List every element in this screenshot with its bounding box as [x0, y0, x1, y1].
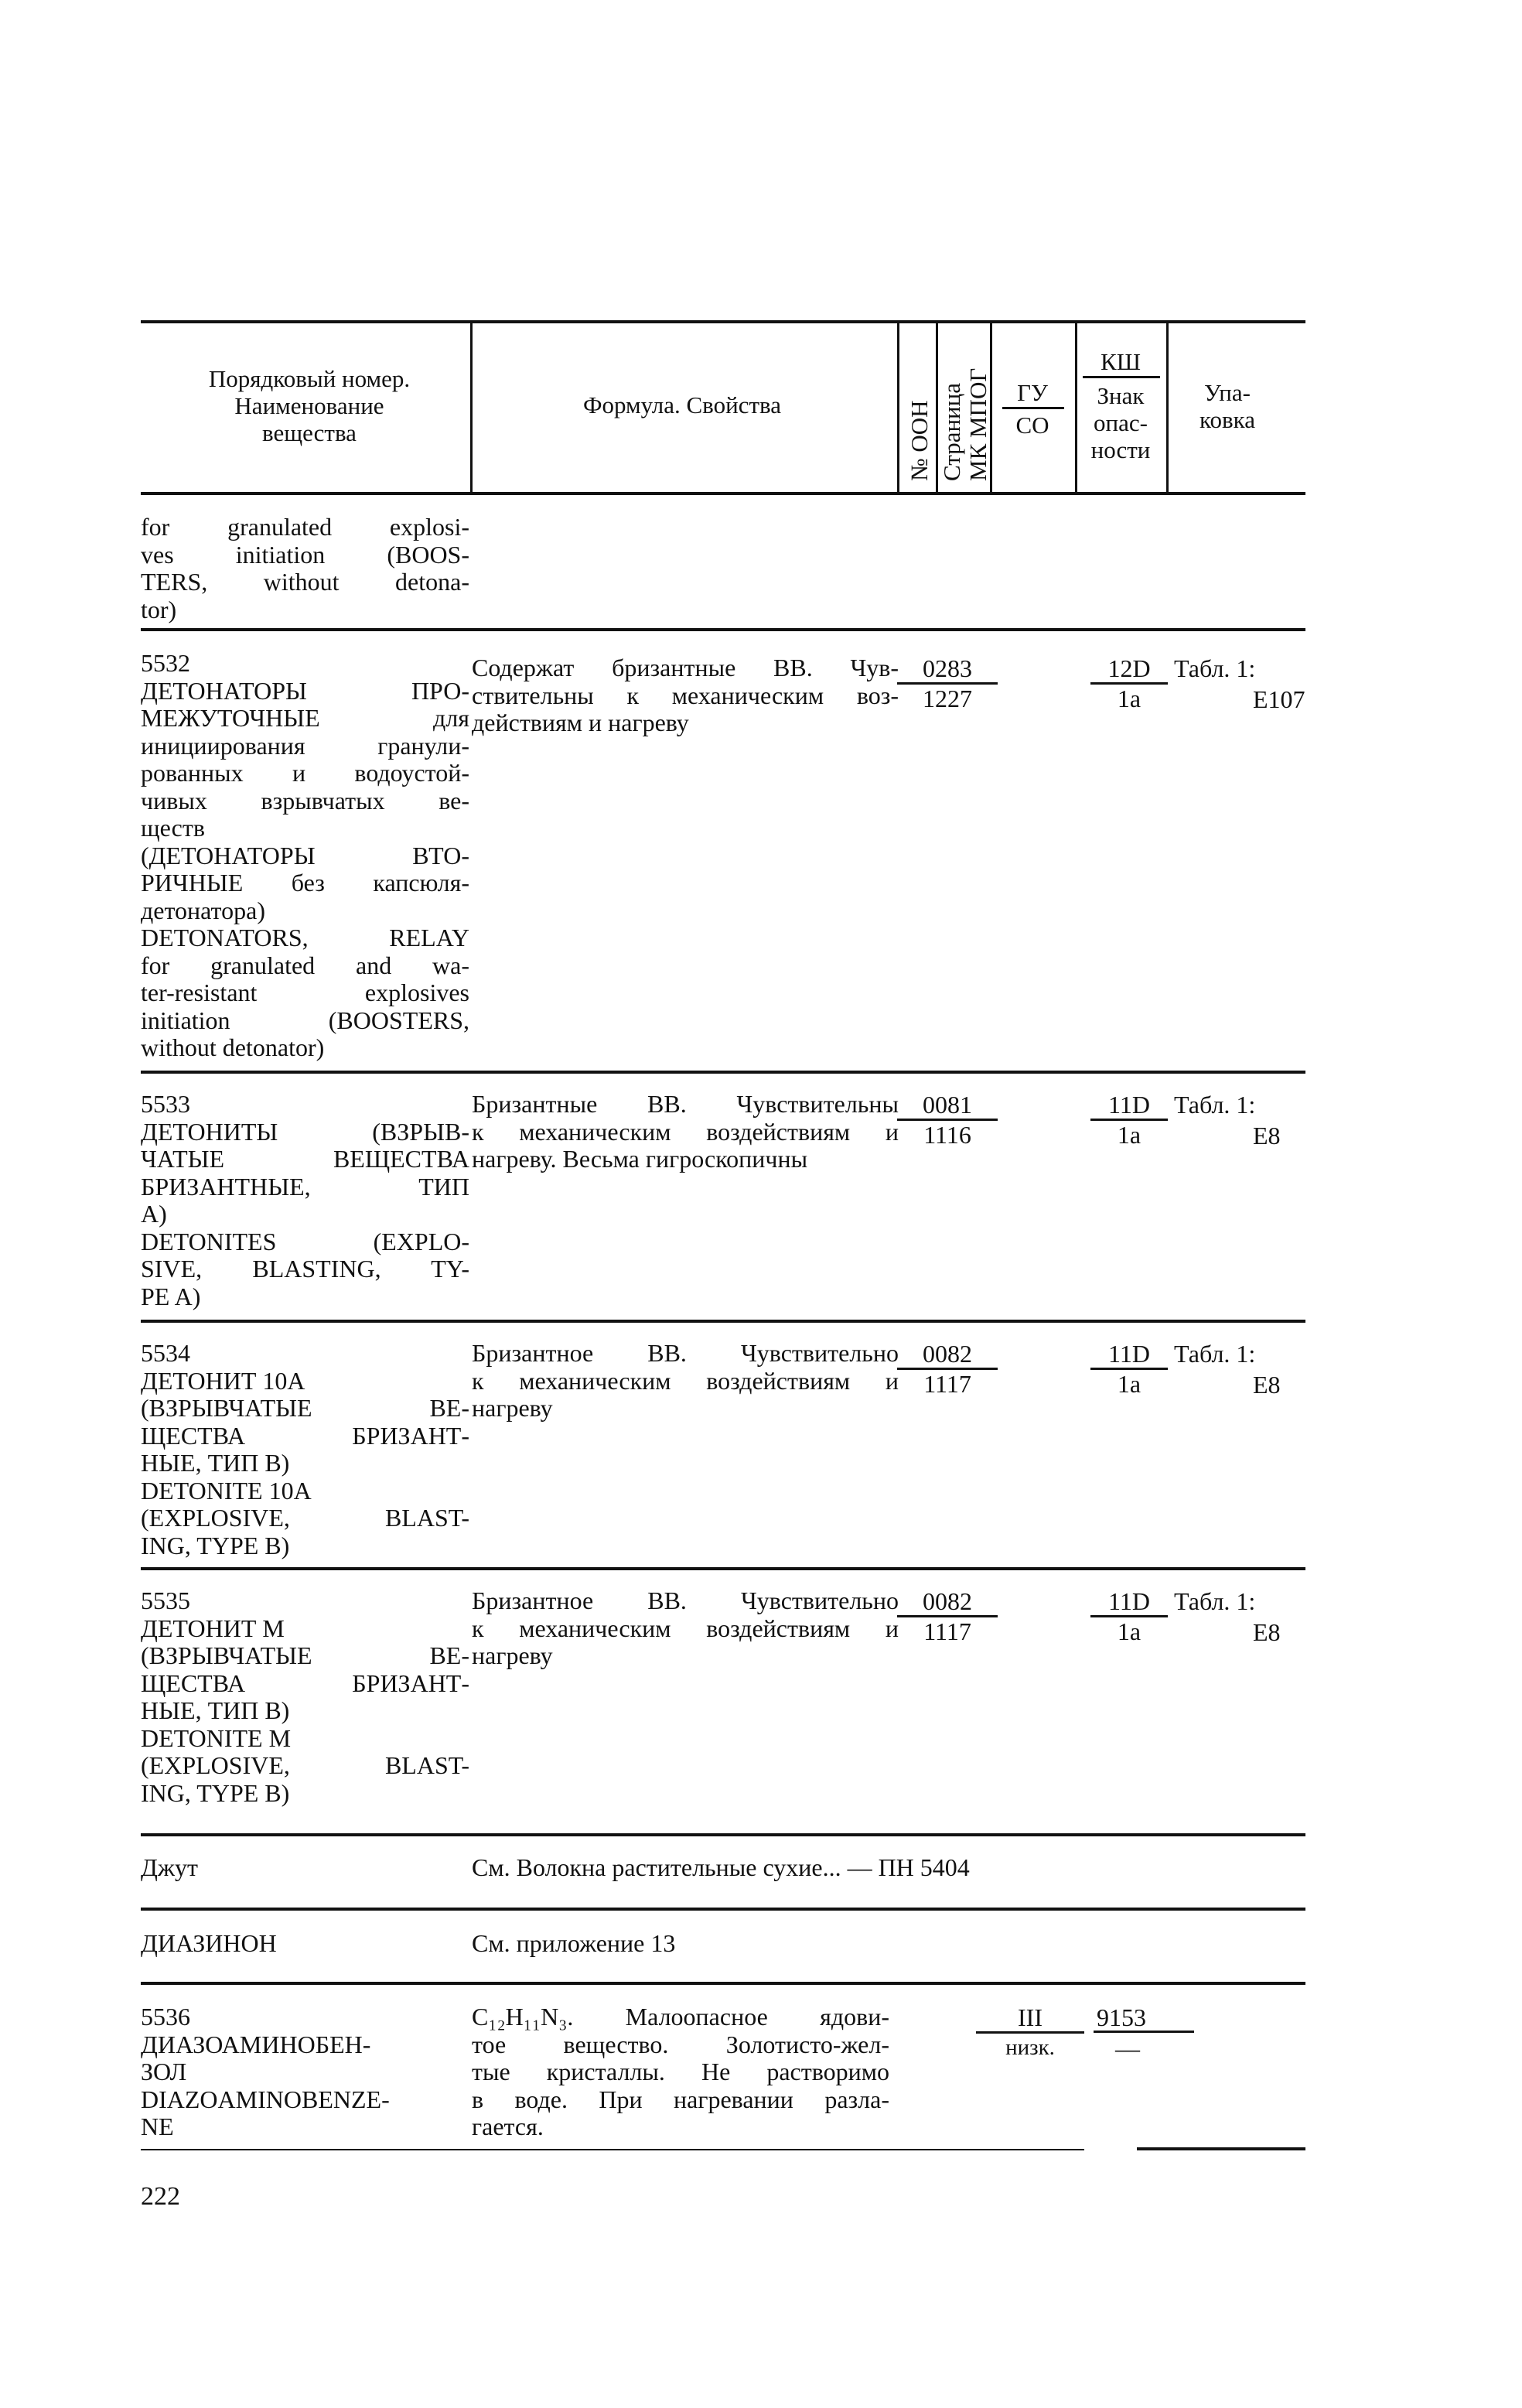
row-separator [141, 1908, 1305, 1911]
table-bottom-rule-right [1137, 2147, 1305, 2150]
entry-5532-ksh-sign: $\frac{12D}{1a}$ [1090, 654, 1168, 712]
header-formula-col: Формула. Свойства [583, 391, 781, 418]
entry-5535-packing-table: Табл. 1: [1174, 1587, 1256, 1615]
entry-5536-properties: C₁₂H₁₁N₃. Малоопасное ядови- тое вещество. Золотисто-жел- тые кристаллы. Не растворимо в воде. При нагревании разла- гается. [472, 2003, 889, 2140]
row-separator [141, 628, 1305, 631]
entry-5532-name: 5532 ДЕТОНАТОРЫ ПРО- МЕЖУТОЧНЫЕ для инициирования гранули- рованных и водоустой- чивых взрывчатых ве- ществ (ДЕТОНАТОРЫ ВТО- РИЧНЫЕ без капсюля- детонатора) DETONATORS, RELAY for granulated and wa- ter-resistant explosives initiation (BOOSTERS, without detonator) [141, 649, 469, 1061]
entry-diazinon-reference: См. приложение 13 [472, 1929, 676, 1957]
entry-5532-properties: Содержат бризантные ВВ. Чув- ствительны к механическим воз- действиям и нагреву [472, 654, 899, 736]
entry-5535-properties: Бризантное ВВ. Чувствительно к механическим воздействиям и нагреву [472, 1587, 899, 1669]
header-ksh: КШ [1101, 348, 1141, 375]
entry-5535-un-page: $\frac{0082}{1117}$ [897, 1587, 998, 1645]
continued-entry-name: for granulated explosi- ves initiation (BOOS- TERS, without detona- tor) [141, 513, 469, 623]
entry-5533-properties: Бризантные ВВ. Чувствительны к механическим воздействиям и нагреву. Весьма гигроскопичны [472, 1090, 899, 1173]
entry-5534-packing-code: E8 [1253, 1371, 1281, 1399]
row-separator [141, 1833, 1305, 1836]
entry-5532-packing-code: E107 [1253, 685, 1305, 713]
entry-5533-packing-code: E8 [1253, 1122, 1281, 1149]
entry-5536-ksh-rule [1094, 2031, 1194, 2033]
header-divider [897, 323, 899, 492]
entry-5534-ksh-sign: $\frac{11D}{1a}$ [1090, 1340, 1168, 1398]
header-bottom-rule [141, 492, 1305, 495]
entry-5532-packing-table: Табл. 1: [1174, 654, 1256, 682]
entry-5533-ksh-sign: $\frac{11D}{1a}$ [1090, 1091, 1168, 1149]
header-un-number: № ООН [906, 400, 933, 481]
header-packing: Упа- ковка [1200, 379, 1255, 433]
row-separator [141, 1071, 1305, 1074]
header-divider [1166, 323, 1169, 492]
page-number: 222 [141, 2182, 180, 2211]
entry-5535-ksh-sign: $\frac{11D}{1a}$ [1090, 1587, 1168, 1645]
entry-5536-ksh: 9153 [1097, 2003, 1146, 2031]
header-name-col: Порядковый номер. Наименование вещества [208, 365, 411, 446]
entry-5536-name: 5536 ДИАЗОАМИНОБЕН- ЗОЛ DIAZOAMINOBENZE- NE [141, 2003, 390, 2140]
entry-5533-packing-table: Табл. 1: [1174, 1091, 1256, 1119]
entry-5534-name: 5534 ДЕТОНИТ 10А (ВЗРЫВЧАТЫЕ ВЕ- ЩЕСТВА БРИЗАНТ- НЫЕ, ТИП В) DETONITE 10A (EXPLOSIVE, BLAST- ING, TYPE B) [141, 1339, 469, 1559]
header-divider [470, 323, 473, 492]
header-ksh-rule [1083, 376, 1160, 378]
entry-jute-reference: См. Волокна растительные сухие... — ПН 5404 [472, 1853, 970, 1881]
row-separator [141, 1320, 1305, 1323]
header-gu: ГУ [1017, 379, 1048, 406]
entry-5535-name: 5535 ДЕТОНИТ М (ВЗРЫВЧАТЫЕ ВЕ- ЩЕСТВА БРИЗАНТ- НЫЕ, ТИП В) DETONITE M (EXPLOSIVE, BLAST- ING, TYPE B) [141, 1587, 469, 1807]
entry-5533-un-page: $\frac{0081}{1116}$ [897, 1091, 998, 1149]
entry-5534-packing-table: Табл. 1: [1174, 1340, 1256, 1368]
entry-jute-name: Джут [141, 1853, 198, 1881]
entry-5532-un-page: $\frac{0283}{1227}$ [897, 654, 998, 712]
header-divider [1075, 323, 1077, 492]
table-bottom-rule [141, 2149, 1084, 2150]
header-gu-rule [1002, 407, 1064, 409]
entry-5536-sign: — [1115, 2034, 1140, 2062]
entry-5534-un-page: $\frac{0082}{1117}$ [897, 1340, 998, 1398]
row-separator [141, 1982, 1305, 1985]
entry-5533-name: 5533 ДЕТОНИТЫ (ВЗРЫВ- ЧАТЫЕ ВЕЩЕСТВА БРИЗАНТНЫЕ, ТИП А) DETONITES (EXPLO- SIVE, BLASTING, TY- PE A) [141, 1090, 469, 1310]
entry-5534-properties: Бризантное ВВ. Чувствительно к механическим воздействиям и нагреву [472, 1339, 899, 1422]
row-separator [141, 1567, 1305, 1570]
header-sign: Знак опас- ности [1090, 382, 1151, 463]
header-co: СО [1015, 412, 1049, 439]
table-top-rule [141, 320, 1305, 323]
entry-diazinon-name: ДИАЗИНОН [141, 1929, 277, 1957]
entry-5535-packing-code: E8 [1253, 1618, 1281, 1646]
entry-5536-gu-co: III низк. [976, 2003, 1084, 2061]
header-page-ref: Страница МК МПОГ [938, 367, 991, 481]
header-divider [990, 323, 992, 492]
